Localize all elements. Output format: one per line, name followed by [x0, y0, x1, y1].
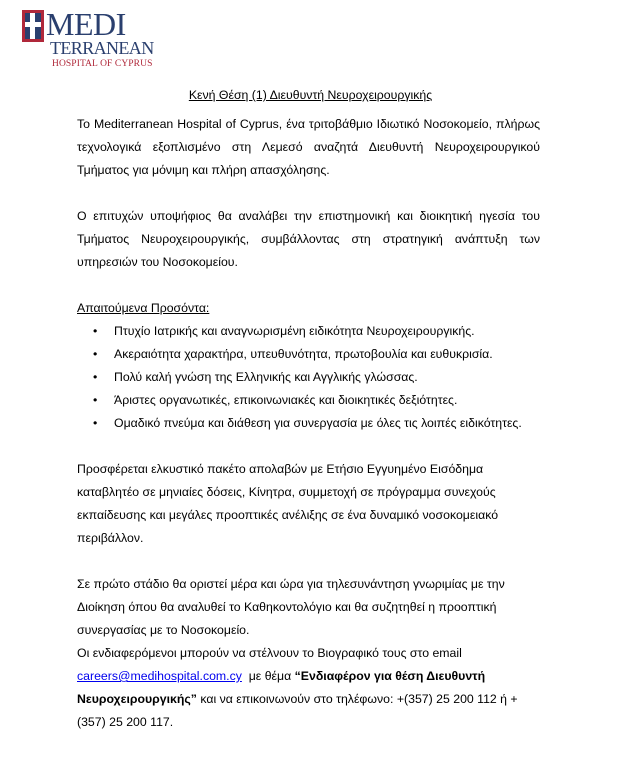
- intro-paragraph: Το Mediterranean Hospital of Cyprus, ένα τριτοβάθμιο Ιδιωτικό Νοσοκομείο, πλήρως τεχνολογικά εξοπλισμένο στη Λεμεσό αναζητά Διευθυντή Νευροχειρουργικού Τμήματος για μόνιμη και πλήρη απασχόλησης.: [77, 117, 540, 177]
- careers-email-link[interactable]: careers@medihospital.com.cy: [77, 669, 242, 683]
- contact-subject: “Ενδιαφέρον για θέση Διευθυντή Νευροχειρουργικής”: [77, 669, 486, 706]
- contact-intro: Οι ενδιαφερόμενοι μπορούν να στέλνουν το Βιογραφικό τους στο email: [77, 646, 462, 660]
- hospital-logo: [22, 6, 162, 69]
- contact-paragraph: [77, 642, 540, 734]
- requirement-item: • Πολύ καλή γνώση της Ελληνικής και Αγγλικής γλώσσας.: [77, 366, 540, 389]
- requirement-item: • Ακεραιότητα χαρακτήρα, υπευθυνότητα, πρωτοβουλία και ευθυκρισία.: [77, 343, 540, 366]
- document-title: Κενή Θέση (1) Διευθυντή Νευροχειρουργικής: [188, 88, 433, 102]
- logo-text-terranean: TERRANEAN: [50, 38, 154, 58]
- interview-paragraph: Σε πρώτο στάδιο θα οριστεί μέρα και ώρα για τηλεσυνάντηση γνωριμίας με την Διοίκηση όπου θα αναλυθεί το Καθηκοντολόγιο και θα συζητηθεί η προοπτική συνεργασίας με το Νοσοκομείο.: [77, 577, 505, 637]
- contact-subject-prefix: με θέμα: [241, 669, 295, 683]
- role-paragraph: Ο επιτυχών υποψήφιος θα αναλάβει την επιστημονική και διοικητική ηγεσία του Τμήματος Νευροχειρουργικής, συμβάλλοντας στη στρατηγική ανάπτυξη των υπηρεσιών του Νοσοκομείου.: [77, 209, 540, 269]
- contact-phone: και να επικοινωνούν στο τηλέφωνο: +(357) 25 200 112 ή +(357) 25 200 117.: [77, 692, 518, 729]
- document-body: [77, 113, 540, 734]
- requirements-heading: Απαιτούμενα Προσόντα:: [77, 301, 210, 315]
- requirement-item: • Ομαδικό πνεύμα και διάθεση για συνεργασία με όλες τις λοιπές ειδικότητες.: [77, 412, 540, 435]
- requirements-list: [77, 320, 540, 435]
- requirement-item: • Άριστες οργανωτικές, επικοινωνιακές και διοικητικές δεξιότητες.: [77, 389, 540, 412]
- benefits-paragraph: Προσφέρεται ελκυστικό πακέτο απολαβών με Ετήσιο Εγγυημένο Εισόδημα καταβλητέο σε μηνιαίες δόσεις, Κίνητρα, συμμετοχή σε πρόγραμμα συνεχούς εκπαίδευσης και μεγάλες προοπτικές ανέλιξης σε ένα δυναμικό νοσοκομειακό περιβάλλον.: [77, 462, 499, 545]
- requirement-item: • Πτυχίο Ιατρικής και αναγνωρισμένη ειδικότητα Νευροχειρουργικής.: [77, 320, 540, 343]
- logo-text-medi: MEDI: [46, 6, 126, 42]
- logo-text-hospital: HOSPITAL OF CYPRUS: [52, 59, 153, 69]
